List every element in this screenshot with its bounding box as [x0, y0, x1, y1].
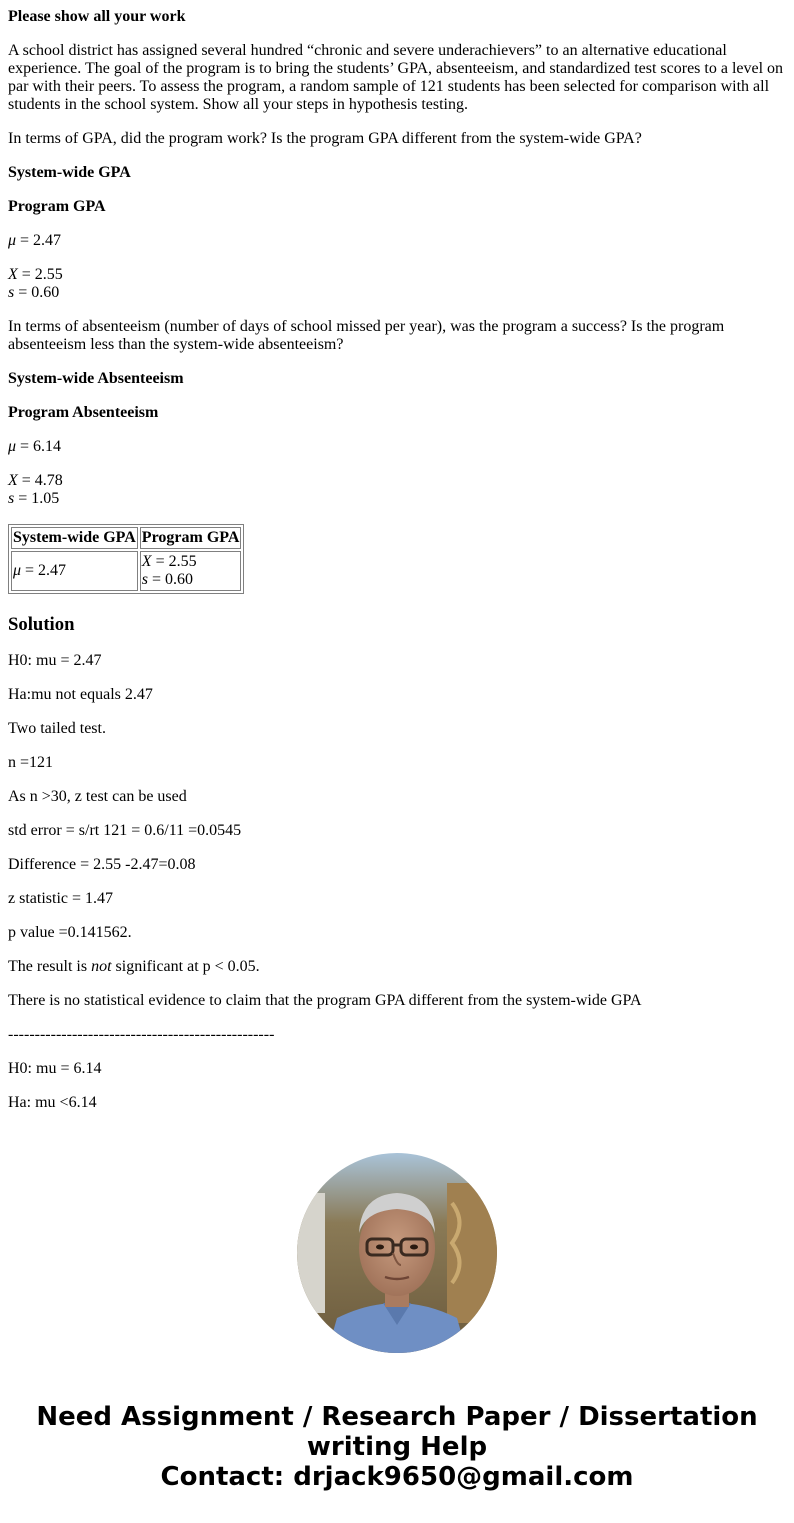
solution-line: p value =0.141562. — [8, 924, 132, 941]
table-cell-program-values: X = 2.55 s = 0.60 — [140, 551, 242, 591]
avatar-portrait-image — [297, 1153, 497, 1353]
solution-divider: -------------------------------------------------- — [8, 1026, 275, 1043]
gpa-table — [8, 524, 244, 594]
footer-line: Need Assignment / Research Paper / Dissertation — [36, 1402, 758, 1432]
gpa-system-label: System-wide GPA — [8, 164, 131, 181]
table-header-system: System-wide GPA — [11, 527, 138, 549]
abs-mu-line: μ = 6.14 — [8, 438, 62, 455]
solution-line: Difference = 2.55 -2.47=0.08 — [8, 856, 196, 873]
abs-system-label: System-wide Absenteeism — [8, 370, 184, 387]
question-intro: A school district has assigned several hundred “chronic and severe underachievers” to an alternative educational experience. The goal of the program is to bring the students’ GPA, absenteeism, and standardized test scores to a level on par with their peers. To assess the program, a random sample of 121 students has been selected for comparison with all students in the school system. Show all your steps in hypothesis testing. — [8, 42, 784, 113]
abs-x-line: X = 4.78 — [8, 472, 63, 489]
abs-program-label: Program Absenteeism — [8, 404, 159, 421]
solution-line: z statistic = 1.47 — [8, 890, 114, 907]
solution-line: n =121 — [8, 754, 54, 771]
table-row — [11, 551, 241, 591]
solution-line: As n >30, z test can be used — [8, 788, 187, 805]
solution-line: Ha:mu not equals 2.47 — [8, 686, 153, 703]
gpa-mu-line: μ = 2.47 — [8, 232, 62, 249]
solution-title: Solution — [8, 614, 75, 635]
abs-s-line: s = 1.05 — [8, 490, 60, 507]
table-cell-mu: μ = 2.47 — [11, 551, 138, 591]
footer-banner — [0, 1402, 794, 1492]
solution-line: Ha: mu <6.14 — [8, 1094, 97, 1111]
solution-line: H0: mu = 2.47 — [8, 652, 102, 669]
table-header-row — [11, 527, 241, 549]
solution-line: std error = s/rt 121 = 0.6/11 =0.0545 — [8, 822, 242, 839]
gpa-x-line: X = 2.55 — [8, 266, 63, 283]
gpa-s-line: s = 0.60 — [8, 284, 60, 301]
abs-question: In terms of absenteeism (number of days of school missed per year), was the program a success? Is the program absenteeism less than the system-wide absenteeism? — [8, 318, 725, 353]
solution-line: H0: mu = 6.14 — [8, 1060, 102, 1077]
solution-conclusion: There is no statistical evidence to claim that the program GPA different from the system-wide GPA — [8, 992, 642, 1009]
document-body — [8, 8, 786, 1128]
solution-line: Two tailed test. — [8, 720, 106, 737]
footer-line: writing Help — [306, 1432, 488, 1462]
gpa-question: In terms of GPA, did the program work? Is the program GPA different from the system-wide GPA? — [8, 130, 642, 147]
footer-contact: Contact: drjack9650@gmail.com — [160, 1462, 634, 1492]
table-header-program: Program GPA — [140, 527, 242, 549]
instruction-heading: Please show all your work — [8, 8, 186, 25]
avatar — [297, 1153, 497, 1353]
solution-result: The result is not significant at p < 0.05. — [8, 958, 260, 975]
gpa-program-label: Program GPA — [8, 198, 106, 215]
